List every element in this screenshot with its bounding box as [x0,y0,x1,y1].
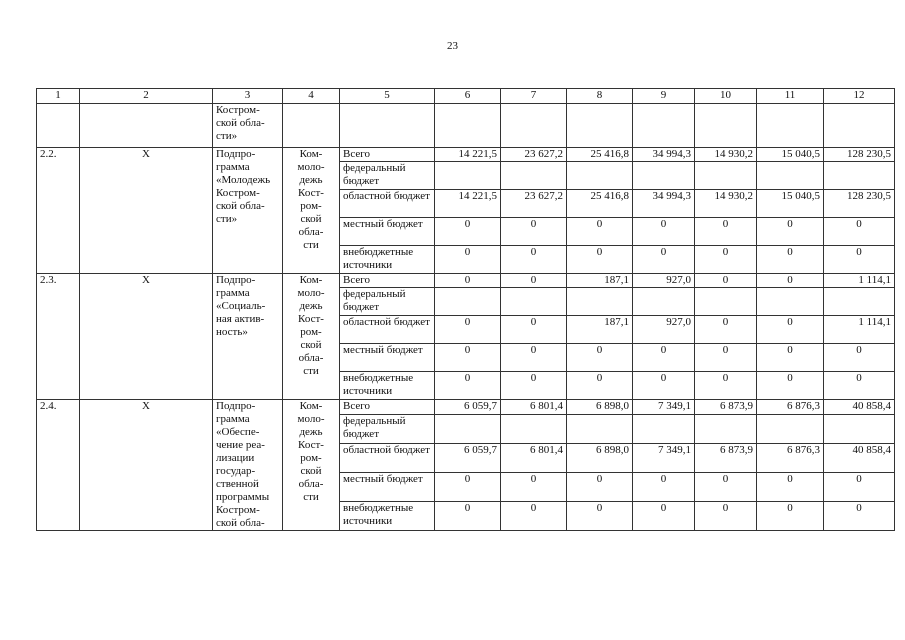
value-cell-col11: 0 [757,274,824,288]
value-cell-col12 [824,162,895,190]
funding-source: Всего [340,274,435,288]
value-cell-col8: 25 416,8 [567,190,633,218]
continuation-row [37,104,895,148]
value-cell-col6: 0 [435,501,501,530]
value-cell-col8: 0 [567,472,633,501]
funding-source: Всего [340,148,435,162]
value-cell-col7: 0 [501,472,567,501]
value-cell-col8: 6 898,0 [567,400,633,415]
funding-source: областной бюджет [340,190,435,218]
continuation-cell-7 [501,104,567,148]
value-cell-col10: 0 [695,218,757,246]
funding-source: внебюджетные источники [340,372,435,400]
value-cell-col10: 0 [695,501,757,530]
value-cell-col8: 187,1 [567,316,633,344]
value-cell-col10: 6 873,9 [695,400,757,415]
value-cell-col11: 0 [757,472,824,501]
value-cell-col6: 0 [435,472,501,501]
value-cell-col8: 0 [567,372,633,400]
value-cell-col12: 0 [824,501,895,530]
value-cell-col9: 7 349,1 [633,400,695,415]
column-header-4: 4 [283,89,340,104]
value-cell-col12: 128 230,5 [824,148,895,162]
value-cell-col7: 0 [501,274,567,288]
executor-name: Ком- моло- дежь Кост- ром- ской обла- сти [283,274,340,400]
value-cell-col10 [695,162,757,190]
value-cell-col8 [567,288,633,316]
table-row [37,148,895,162]
value-cell-col11: 6 876,3 [757,400,824,415]
value-cell-col6 [435,288,501,316]
continuation-cell-3: Костром- ской обла- сти» [213,104,283,148]
value-cell-col11: 0 [757,344,824,372]
value-cell-col8: 25 416,8 [567,148,633,162]
continuation-cell-1 [37,104,80,148]
item-marker: Х [80,148,213,274]
value-cell-col9: 7 349,1 [633,443,695,472]
value-cell-col7: 6 801,4 [501,443,567,472]
value-cell-col8: 0 [567,344,633,372]
value-cell-col7: 6 801,4 [501,400,567,415]
continuation-cell-6 [435,104,501,148]
funding-source: местный бюджет [340,344,435,372]
value-cell-col8 [567,414,633,443]
value-cell-col10: 0 [695,274,757,288]
value-cell-col7: 23 627,2 [501,190,567,218]
column-header-12: 12 [824,89,895,104]
item-number: 2.4. [37,400,80,531]
funding-source: внебюджетные источники [340,246,435,274]
executor-name: Ком- моло- дежь Кост- ром- ской обла- сти [283,400,340,531]
subprogram-name: Подпро- грамма «Социаль- ная актив- ность» [213,274,283,400]
funding-source: Всего [340,400,435,415]
value-cell-col11: 15 040,5 [757,148,824,162]
funding-source: федеральный бюджет [340,414,435,443]
value-cell-col6: 0 [435,218,501,246]
value-cell-col12 [824,288,895,316]
value-cell-col9 [633,162,695,190]
value-cell-col11: 0 [757,316,824,344]
value-cell-col6: 6 059,7 [435,400,501,415]
value-cell-col12: 0 [824,246,895,274]
column-header-6: 6 [435,89,501,104]
value-cell-col8: 187,1 [567,274,633,288]
subprogram-name: Подпро- грамма «Молодежь Костром- ской обла- сти» [213,148,283,274]
page-number: 23 [447,40,458,52]
value-cell-col8: 0 [567,218,633,246]
continuation-cell-2 [80,104,213,148]
value-cell-col6: 14 221,5 [435,190,501,218]
value-cell-col6 [435,414,501,443]
subprogram-name: Подпро- грамма «Обеспе- чение реа- лизации государ- ственной программы Костром- ской обла- [213,400,283,531]
value-cell-col12: 0 [824,218,895,246]
value-cell-col11: 0 [757,501,824,530]
value-cell-col9: 0 [633,218,695,246]
value-cell-col6: 0 [435,372,501,400]
value-cell-col10: 0 [695,344,757,372]
continuation-cell-9 [633,104,695,148]
value-cell-col9 [633,414,695,443]
funding-source: областной бюджет [340,316,435,344]
column-header-7: 7 [501,89,567,104]
column-header-1: 1 [37,89,80,104]
value-cell-col9: 927,0 [633,316,695,344]
executor-name: Ком- моло- дежь Кост- ром- ской обла- сти [283,148,340,274]
value-cell-col7: 0 [501,501,567,530]
value-cell-col10: 0 [695,472,757,501]
value-cell-col7: 0 [501,218,567,246]
continuation-cell-5 [340,104,435,148]
value-cell-col7: 0 [501,316,567,344]
value-cell-col11 [757,162,824,190]
value-cell-col7 [501,162,567,190]
value-cell-col10: 0 [695,372,757,400]
column-header-9: 9 [633,89,695,104]
value-cell-col6: 0 [435,316,501,344]
funding-source: местный бюджет [340,218,435,246]
continuation-cell-8 [567,104,633,148]
funding-source: местный бюджет [340,472,435,501]
continuation-cell-12 [824,104,895,148]
funding-source: федеральный бюджет [340,162,435,190]
continuation-cell-11 [757,104,824,148]
value-cell-col12: 128 230,5 [824,190,895,218]
value-cell-col10: 14 930,2 [695,190,757,218]
column-header-11: 11 [757,89,824,104]
value-cell-col9: 0 [633,372,695,400]
table-row [37,274,895,288]
value-cell-col12: 0 [824,472,895,501]
funding-source: внебюджетные источники [340,501,435,530]
value-cell-col7: 0 [501,372,567,400]
value-cell-col8: 6 898,0 [567,443,633,472]
value-cell-col10: 0 [695,246,757,274]
column-header-10: 10 [695,89,757,104]
value-cell-col12: 40 858,4 [824,400,895,415]
value-cell-col12: 0 [824,344,895,372]
value-cell-col9: 34 994,3 [633,148,695,162]
value-cell-col7: 23 627,2 [501,148,567,162]
value-cell-col10 [695,414,757,443]
value-cell-col9: 0 [633,344,695,372]
value-cell-col8: 0 [567,501,633,530]
value-cell-col9: 34 994,3 [633,190,695,218]
value-cell-col9 [633,288,695,316]
value-cell-col6: 0 [435,246,501,274]
value-cell-col9: 0 [633,246,695,274]
budget-table [36,88,895,531]
value-cell-col10: 6 873,9 [695,443,757,472]
value-cell-col10 [695,288,757,316]
value-cell-col7: 0 [501,246,567,274]
value-cell-col12: 40 858,4 [824,443,895,472]
table-row [37,400,895,415]
continuation-cell-10 [695,104,757,148]
value-cell-col8: 0 [567,246,633,274]
column-header-3: 3 [213,89,283,104]
column-header-8: 8 [567,89,633,104]
item-number: 2.2. [37,148,80,274]
value-cell-col12: 1 114,1 [824,274,895,288]
value-cell-col10: 0 [695,316,757,344]
value-cell-col7: 0 [501,344,567,372]
value-cell-col12 [824,414,895,443]
value-cell-col11: 6 876,3 [757,443,824,472]
column-header-5: 5 [340,89,435,104]
value-cell-col11 [757,288,824,316]
value-cell-col6: 0 [435,274,501,288]
value-cell-col9: 927,0 [633,274,695,288]
value-cell-col11: 15 040,5 [757,190,824,218]
value-cell-col11: 0 [757,246,824,274]
header-row [37,89,895,104]
value-cell-col10: 14 930,2 [695,148,757,162]
value-cell-col7 [501,288,567,316]
value-cell-col12: 0 [824,372,895,400]
column-header-2: 2 [80,89,213,104]
item-marker: Х [80,400,213,531]
funding-source: областной бюджет [340,443,435,472]
funding-source: федеральный бюджет [340,288,435,316]
value-cell-col8 [567,162,633,190]
value-cell-col6 [435,162,501,190]
value-cell-col9: 0 [633,501,695,530]
value-cell-col11: 0 [757,218,824,246]
item-number: 2.3. [37,274,80,400]
value-cell-col6: 0 [435,344,501,372]
value-cell-col6: 6 059,7 [435,443,501,472]
value-cell-col6: 14 221,5 [435,148,501,162]
continuation-cell-4 [283,104,340,148]
value-cell-col11 [757,414,824,443]
value-cell-col7 [501,414,567,443]
value-cell-col9: 0 [633,472,695,501]
item-marker: Х [80,274,213,400]
value-cell-col12: 1 114,1 [824,316,895,344]
value-cell-col11: 0 [757,372,824,400]
